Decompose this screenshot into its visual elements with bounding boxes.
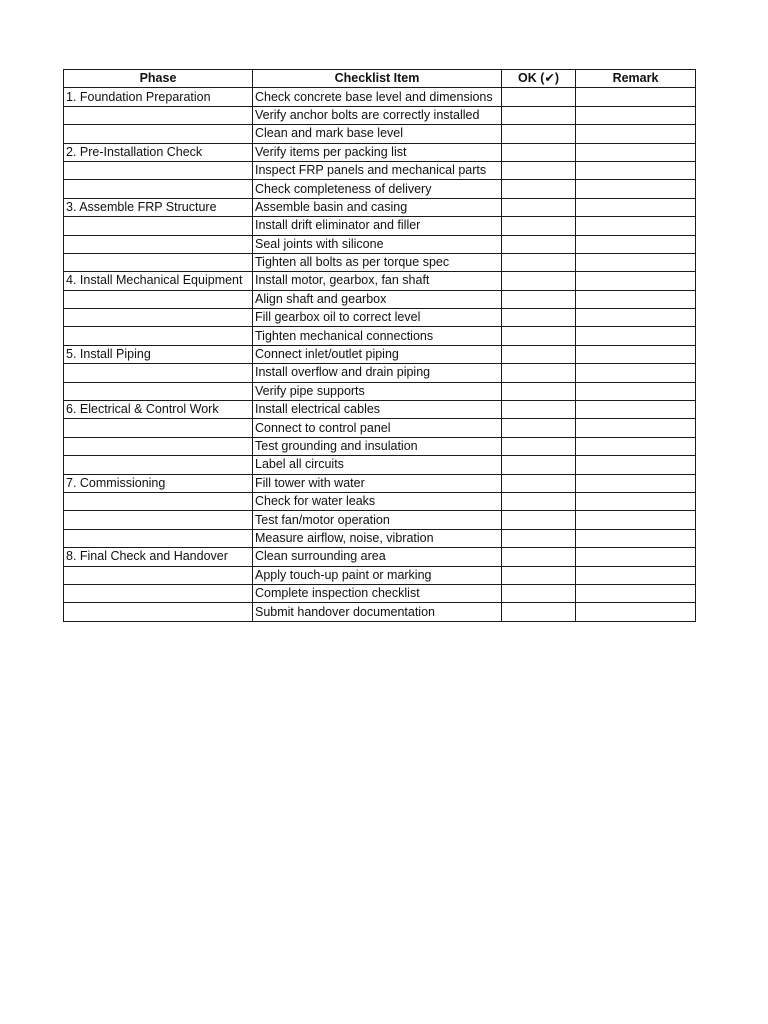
remark-cell[interactable]	[576, 309, 696, 327]
remark-cell[interactable]	[576, 106, 696, 124]
ok-check-cell[interactable]	[502, 290, 576, 308]
checklist-item-cell: Align shaft and gearbox	[253, 290, 502, 308]
remark-cell[interactable]	[576, 88, 696, 106]
phase-cell	[64, 419, 253, 437]
checklist-item-cell: Tighten mechanical connections	[253, 327, 502, 345]
phase-cell	[64, 492, 253, 510]
phase-cell	[64, 217, 253, 235]
checklist-item-cell: Assemble basin and casing	[253, 198, 502, 216]
remark-cell[interactable]	[576, 548, 696, 566]
remark-cell[interactable]	[576, 253, 696, 271]
remark-cell[interactable]	[576, 327, 696, 345]
table-row	[64, 566, 696, 584]
checklist-item-cell: Seal joints with silicone	[253, 235, 502, 253]
remark-cell[interactable]	[576, 437, 696, 455]
remark-cell[interactable]	[576, 382, 696, 400]
remark-cell[interactable]	[576, 161, 696, 179]
phase-cell	[64, 437, 253, 455]
table-row	[64, 419, 696, 437]
ok-check-cell[interactable]	[502, 529, 576, 547]
phase-cell	[64, 327, 253, 345]
table-row	[64, 364, 696, 382]
checklist-item-cell: Fill gearbox oil to correct level	[253, 309, 502, 327]
remark-cell[interactable]	[576, 180, 696, 198]
ok-check-cell[interactable]	[502, 401, 576, 419]
ok-check-cell[interactable]	[502, 603, 576, 621]
phase-cell	[64, 235, 253, 253]
remark-cell[interactable]	[576, 290, 696, 308]
remark-cell[interactable]	[576, 456, 696, 474]
remark-cell[interactable]	[576, 143, 696, 161]
checklist-item-cell: Submit handover documentation	[253, 603, 502, 621]
table-row	[64, 198, 696, 216]
phase-cell	[64, 566, 253, 584]
ok-column-header: OK (✔)	[502, 70, 576, 88]
checklist-item-cell: Install overflow and drain piping	[253, 364, 502, 382]
table-row	[64, 161, 696, 179]
checklist-sheet	[63, 69, 696, 622]
ok-check-cell[interactable]	[502, 364, 576, 382]
remark-cell[interactable]	[576, 125, 696, 143]
remark-cell[interactable]	[576, 345, 696, 363]
checklist-item-cell: Clean surrounding area	[253, 548, 502, 566]
checklist-item-cell: Measure airflow, noise, vibration	[253, 529, 502, 547]
ok-check-cell[interactable]	[502, 125, 576, 143]
table-row	[64, 272, 696, 290]
table-row	[64, 180, 696, 198]
ok-check-cell[interactable]	[502, 511, 576, 529]
remark-cell[interactable]	[576, 529, 696, 547]
ok-check-cell[interactable]	[502, 327, 576, 345]
phase-cell	[64, 309, 253, 327]
phase-cell	[64, 161, 253, 179]
checklist-item-cell: Test fan/motor operation	[253, 511, 502, 529]
ok-check-cell[interactable]	[502, 161, 576, 179]
table-row	[64, 548, 696, 566]
phase-cell: 6. Electrical & Control Work	[64, 401, 253, 419]
remark-cell[interactable]	[576, 566, 696, 584]
ok-check-cell[interactable]	[502, 548, 576, 566]
checklist-item-cell: Connect inlet/outlet piping	[253, 345, 502, 363]
table-row	[64, 401, 696, 419]
table-row	[64, 511, 696, 529]
ok-check-cell[interactable]	[502, 492, 576, 510]
phase-cell: 4. Install Mechanical Equipment	[64, 272, 253, 290]
phase-cell	[64, 603, 253, 621]
checklist-item-cell: Verify items per packing list	[253, 143, 502, 161]
table-row	[64, 125, 696, 143]
checklist-item-cell: Install motor, gearbox, fan shaft	[253, 272, 502, 290]
table-row	[64, 456, 696, 474]
phase-cell: 2. Pre-Installation Check	[64, 143, 253, 161]
checklist-item-cell: Connect to control panel	[253, 419, 502, 437]
checklist-item-cell: Verify pipe supports	[253, 382, 502, 400]
phase-cell	[64, 382, 253, 400]
phase-cell	[64, 106, 253, 124]
ok-check-cell[interactable]	[502, 309, 576, 327]
table-row	[64, 603, 696, 621]
remark-cell[interactable]	[576, 492, 696, 510]
ok-check-cell[interactable]	[502, 456, 576, 474]
remark-cell[interactable]	[576, 235, 696, 253]
table-row	[64, 290, 696, 308]
ok-check-cell[interactable]	[502, 217, 576, 235]
ok-check-cell[interactable]	[502, 88, 576, 106]
remark-column-header: Remark	[576, 70, 696, 88]
checklist-item-cell: Check concrete base level and dimensions	[253, 88, 502, 106]
ok-check-cell[interactable]	[502, 272, 576, 290]
ok-check-cell[interactable]	[502, 345, 576, 363]
ok-check-cell[interactable]	[502, 419, 576, 437]
ok-check-cell[interactable]	[502, 235, 576, 253]
checklist-item-column-header: Checklist Item	[253, 70, 502, 88]
table-row	[64, 235, 696, 253]
remark-cell[interactable]	[576, 584, 696, 602]
remark-cell[interactable]	[576, 419, 696, 437]
table-row	[64, 382, 696, 400]
table-row	[64, 88, 696, 106]
phase-cell	[64, 364, 253, 382]
remark-cell[interactable]	[576, 401, 696, 419]
table-row	[64, 253, 696, 271]
table-row	[64, 309, 696, 327]
checklist-body	[64, 88, 696, 621]
checklist-item-cell: Tighten all bolts as per torque spec	[253, 253, 502, 271]
phase-cell	[64, 253, 253, 271]
phase-cell	[64, 511, 253, 529]
phase-cell	[64, 584, 253, 602]
installation-checklist-table	[63, 69, 696, 622]
ok-check-cell[interactable]	[502, 474, 576, 492]
ok-check-cell[interactable]	[502, 143, 576, 161]
table-row	[64, 143, 696, 161]
phase-column-header: Phase	[64, 70, 253, 88]
ok-check-cell[interactable]	[502, 437, 576, 455]
phase-cell	[64, 125, 253, 143]
table-row	[64, 584, 696, 602]
checklist-item-cell: Install electrical cables	[253, 401, 502, 419]
remark-cell[interactable]	[576, 474, 696, 492]
table-row	[64, 345, 696, 363]
phase-cell: 3. Assemble FRP Structure	[64, 198, 253, 216]
phase-cell	[64, 529, 253, 547]
remark-cell[interactable]	[576, 198, 696, 216]
remark-cell[interactable]	[576, 364, 696, 382]
phase-cell	[64, 180, 253, 198]
phase-cell: 8. Final Check and Handover	[64, 548, 253, 566]
ok-check-cell[interactable]	[502, 584, 576, 602]
checklist-item-cell: Test grounding and insulation	[253, 437, 502, 455]
checklist-item-cell: Apply touch-up paint or marking	[253, 566, 502, 584]
ok-check-cell[interactable]	[502, 382, 576, 400]
checklist-item-cell: Check for water leaks	[253, 492, 502, 510]
phase-cell: 1. Foundation Preparation	[64, 88, 253, 106]
checklist-item-cell: Verify anchor bolts are correctly installed	[253, 106, 502, 124]
checklist-item-cell: Fill tower with water	[253, 474, 502, 492]
checklist-item-cell: Inspect FRP panels and mechanical parts	[253, 161, 502, 179]
checklist-item-cell: Complete inspection checklist	[253, 584, 502, 602]
remark-cell[interactable]	[576, 217, 696, 235]
table-row	[64, 217, 696, 235]
table-row	[64, 327, 696, 345]
ok-check-cell[interactable]	[502, 180, 576, 198]
checklist-item-cell: Clean and mark base level	[253, 125, 502, 143]
ok-check-cell[interactable]	[502, 253, 576, 271]
ok-check-cell[interactable]	[502, 198, 576, 216]
checklist-item-cell: Label all circuits	[253, 456, 502, 474]
table-row	[64, 474, 696, 492]
phase-cell	[64, 290, 253, 308]
remark-cell[interactable]	[576, 511, 696, 529]
checklist-item-cell: Install drift eliminator and filler	[253, 217, 502, 235]
ok-check-cell[interactable]	[502, 566, 576, 584]
header-row	[64, 70, 696, 88]
table-row	[64, 529, 696, 547]
table-row	[64, 437, 696, 455]
table-row	[64, 106, 696, 124]
table-row	[64, 492, 696, 510]
phase-cell: 7. Commissioning	[64, 474, 253, 492]
remark-cell[interactable]	[576, 603, 696, 621]
remark-cell[interactable]	[576, 272, 696, 290]
phase-cell	[64, 456, 253, 474]
phase-cell: 5. Install Piping	[64, 345, 253, 363]
checklist-item-cell: Check completeness of delivery	[253, 180, 502, 198]
ok-check-cell[interactable]	[502, 106, 576, 124]
